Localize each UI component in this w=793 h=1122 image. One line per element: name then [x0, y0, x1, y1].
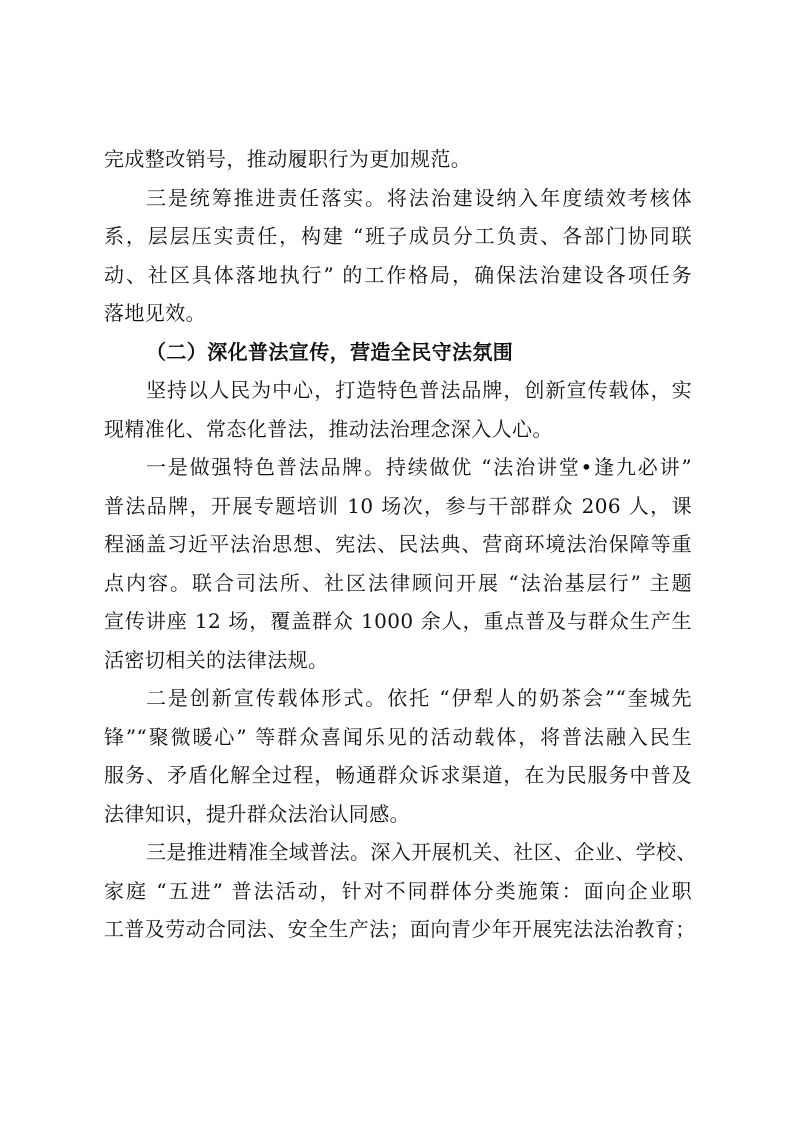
paragraph-line: 落地见效。: [104, 301, 206, 325]
paragraph-line: 现精准化、常态化普法，推动法治理念深入人心。: [104, 416, 553, 441]
paragraph-line: 程涵盖习近平法治思想、宪法、民法典、营商环境法治保障等重: [104, 532, 692, 556]
section-heading: （二）深化普法宣传，营造全民守法氛围: [146, 339, 514, 364]
paragraph-line: 一是做强特色普法品牌。持续做优 “法治讲堂•逢九必讲”: [146, 455, 692, 479]
document-page: [104, 140, 697, 949]
paragraph-line: 动、社区具体落地执行” 的工作格局，确保法治建设各项任务: [104, 262, 692, 287]
paragraph-line: 家庭 “五进” 普法活动，针对不同群体分类施策：面向企业职: [104, 878, 692, 903]
paragraph-line: 普法品牌，开展专题培训 10 场次，参与干部群众 206 人，课: [104, 493, 692, 518]
paragraph-line: 三是推进精准全域普法。深入开展机关、社区、企业、学校、: [146, 840, 697, 864]
paragraph-line: 锋”“聚微暖心” 等群众喜闻乐见的活动载体，将普法融入民生: [104, 724, 692, 749]
paragraph-line: 系，层层压实责任，构建 “班子成员分工负责、各部门协同联: [104, 224, 692, 248]
paragraph-line: 法律知识，提升群众法治认同感。: [104, 801, 410, 826]
paragraph-line: 坚持以人民为中心，打造特色普法品牌，创新宣传载体，实: [146, 378, 692, 402]
paragraph-line: 宣传讲座 12 场，覆盖群众 1000 余人，重点普及与群众生产生: [104, 609, 692, 633]
paragraph-line: 二是创新宣传载体形式。依托 “伊犁人的奶茶会”“奎城先: [146, 686, 692, 710]
paragraph-line: 活密切相关的法律法规。: [104, 647, 329, 672]
paragraph-line: 工普及劳动合同法、安全生产法；面向青少年开展宪法法治教育；: [104, 917, 696, 941]
paragraph-line: 三是统筹推进责任落实。将法治建设纳入年度绩效考核体: [146, 185, 692, 210]
paragraph-line: 点内容。联合司法所、社区法律顾问开展 “法治基层行” 主题: [104, 570, 692, 595]
paragraph-line: 服务、矛盾化解全过程，畅通群众诉求渠道，在为民服务中普及: [104, 763, 692, 787]
paragraph-line: 完成整改销号，推动履职行为更加规范。: [104, 147, 472, 171]
